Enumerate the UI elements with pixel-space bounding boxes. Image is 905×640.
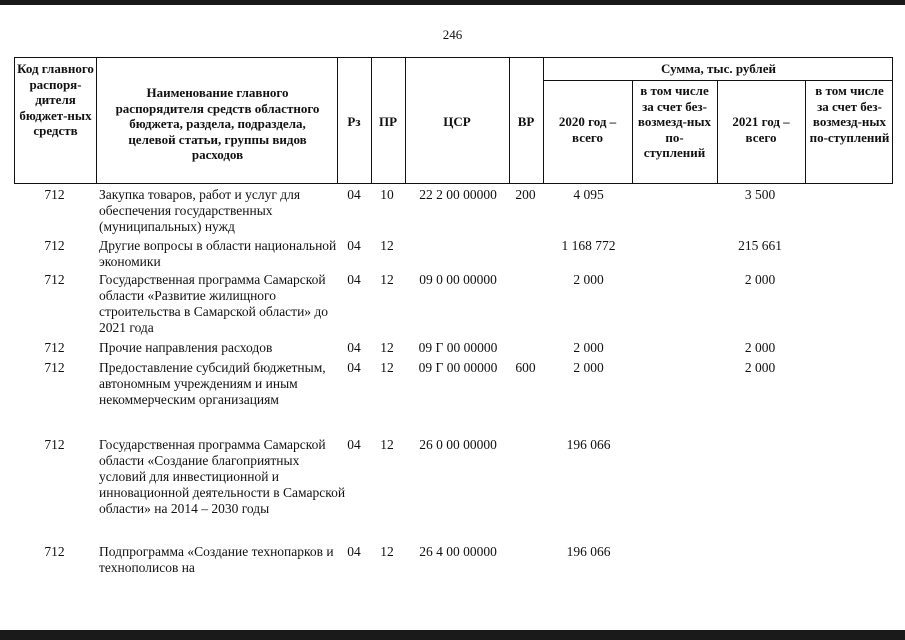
row-code: 712 (44, 272, 65, 287)
col-divider (717, 80, 718, 183)
row-rz: 04 (347, 340, 361, 355)
row-rz: 04 (347, 544, 361, 559)
row-rz: 04 (347, 437, 361, 452)
row-sum-2020: 4 095 (573, 187, 604, 202)
header-code: Код главного распоря-дителя бюджет-ных средств (17, 61, 94, 138)
page-number: 246 (442, 27, 463, 42)
row-name: Государственная программа Самарской области «Создание благоприятных условий для инвестиционной и инновационной деятельности в Самарской области» на 2014 – 2030 годы (99, 437, 346, 516)
row-sum-2020: 2 000 (573, 272, 604, 287)
row-name: Предоставление субсидий бюджетным, автономным учреждениям и иным некоммерческим организациям (99, 360, 326, 407)
row-code: 712 (44, 340, 65, 355)
row-code: 712 (44, 544, 65, 559)
row-pr: 12 (380, 437, 394, 452)
row-csr: 26 4 00 00000 (419, 544, 497, 559)
row-csr: 22 2 00 00000 (419, 187, 497, 202)
header-2020-total: 2020 год – всего (558, 114, 617, 145)
row-sum-2021: 2 000 (744, 340, 776, 355)
row-sum-2021: 2 000 (744, 272, 776, 287)
row-vr: 200 (515, 187, 536, 202)
row-vr: 600 (515, 360, 536, 375)
row-sum-2020: 2 000 (573, 340, 604, 355)
row-name: Закупка товаров, работ и услуг для обеспечения государственных (муниципальных) нужд (99, 187, 301, 234)
row-name: Другие вопросы в области национальной экономики (99, 238, 337, 269)
col-divider (805, 80, 806, 183)
header-rz: Рз (347, 114, 361, 129)
header-vr: ВР (517, 114, 535, 129)
table-header (14, 57, 893, 184)
row-name: Государственная программа Самарской области «Развитие жилищного строительства в Самарской области» до 2021 года (99, 272, 329, 335)
row-csr: 09 Г 00 00000 (418, 340, 498, 355)
row-sum-2020: 196 066 (566, 437, 611, 452)
header-2020-gratuitous: в том числе за счет без-возмезд-ных по-ступлений (637, 83, 712, 160)
row-sum-2020: 2 000 (573, 360, 604, 375)
row-name: Прочие направления расходов (99, 340, 273, 355)
row-code: 712 (44, 187, 65, 202)
row-code: 712 (44, 360, 65, 375)
bottom-border (0, 630, 905, 640)
col-divider (632, 80, 633, 183)
row-pr: 12 (380, 544, 394, 559)
row-csr: 09 Г 00 00000 (418, 360, 498, 375)
row-csr: 09 0 00 00000 (419, 272, 497, 287)
row-name: Подпрограмма «Создание технопарков и технополисов на (99, 544, 334, 575)
row-rz: 04 (347, 360, 361, 375)
header-csr: ЦСР (443, 114, 471, 129)
col-divider (543, 58, 544, 183)
row-csr: 26 0 00 00000 (419, 437, 497, 452)
row-rz: 04 (347, 238, 361, 253)
row-sum-2020: 1 168 772 (561, 238, 616, 253)
row-pr: 12 (380, 238, 394, 253)
row-pr: 12 (380, 272, 394, 287)
row-code: 712 (44, 437, 65, 452)
header-name: Наименование главного распорядителя средств областного бюджета, раздела, подраздела, целевой статьи, группы видов расходов (115, 85, 320, 162)
row-rz: 04 (347, 187, 361, 202)
row-sum-2021: 2 000 (744, 360, 776, 375)
row-pr: 10 (380, 187, 394, 202)
header-2021-total: 2021 год – всего (732, 114, 790, 145)
row-rz: 04 (347, 272, 361, 287)
header-sum: Сумма, тыс. рублей (661, 61, 776, 76)
row-sum-2021: 215 661 (738, 238, 782, 253)
row-sum-2020: 196 066 (566, 544, 611, 559)
col-divider (96, 58, 97, 183)
top-border (0, 0, 905, 5)
row-divider (543, 80, 892, 81)
row-sum-2021: 3 500 (744, 187, 776, 202)
header-2021-gratuitous: в том числе за счет без-возмезд-ных по-ступлений (809, 83, 890, 145)
row-pr: 12 (380, 360, 394, 375)
row-pr: 12 (380, 340, 394, 355)
header-pr: ПР (378, 114, 398, 129)
row-code: 712 (44, 238, 65, 253)
